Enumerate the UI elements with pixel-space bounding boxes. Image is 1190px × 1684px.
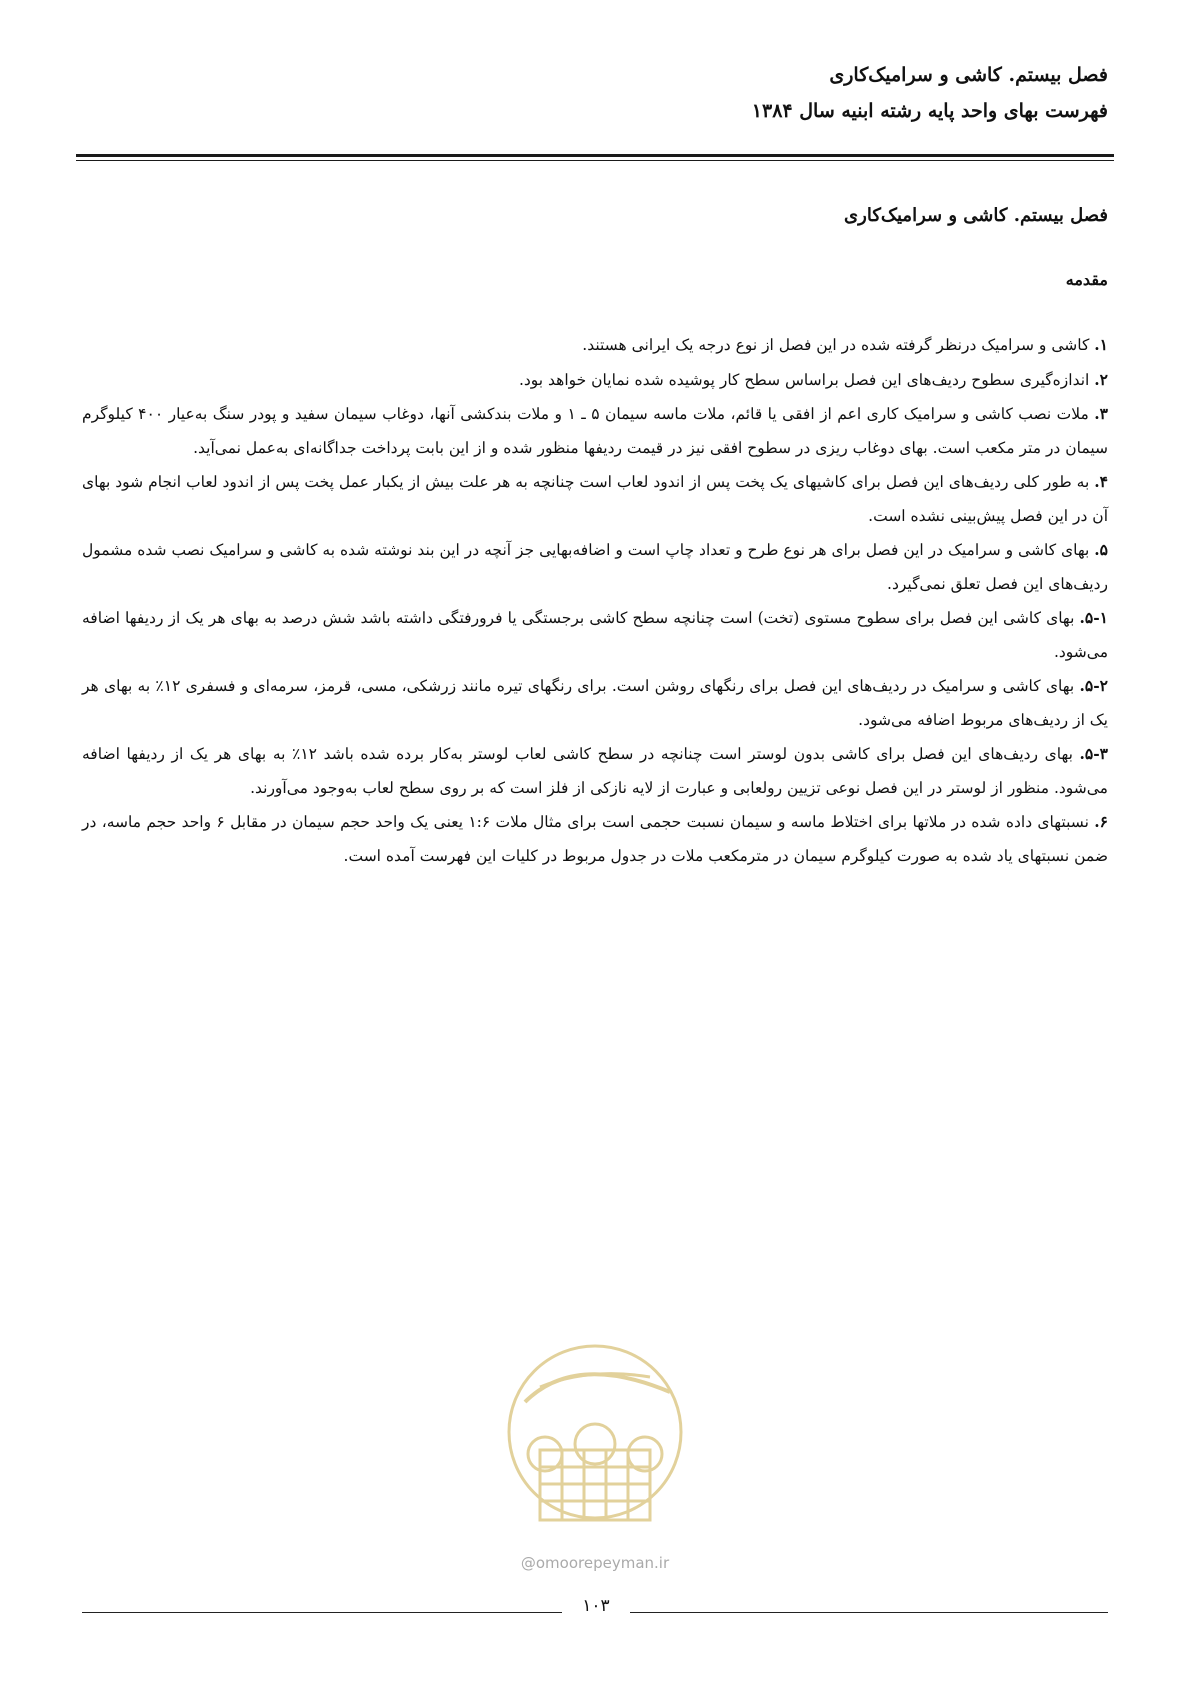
paragraph (82, 533, 1108, 601)
paragraph-text: بهای ردیف‌های این فصل برای کاشی بدون لوستر است چنانچه در سطح کاشی لعاب لوستر به‌کار برده شده باشد ۱۲٪ به بهای هر یک از ردیفها اضافه می‌شود. منظور از لوستر در این فصل نوعی تزیین رولعابی و عبارت از لایه نازکی از فلز است که بر روی سطح لعاب به‌وجود می‌آورند. (82, 745, 1108, 797)
paragraph (82, 328, 1108, 363)
paragraph-number: ۴. (1094, 472, 1108, 491)
page-number: ۱۰۳ (582, 1596, 610, 1616)
paragraph-text: اندازه‌گیری سطوح ردیف‌های این فصل براساس سطح کار پوشیده شده نمایان خواهد بود. (518, 370, 1095, 389)
header-rule (76, 154, 1114, 157)
paragraph-number: ۳. (1094, 404, 1108, 423)
paragraph (82, 805, 1108, 873)
running-header (752, 60, 1108, 132)
paragraph-number: ۵-۱. (1079, 608, 1108, 627)
paragraph-text: ملات نصب کاشی و سرامیک کاری اعم از افقی یا قائم، ملات ماسه سیمان ۵ ـ ۱ و ملات بندکشی آنها، دوغاب سیمان سفید و پودر سنگ به‌عیار ۴۰۰ کیلوگرم سیمان در متر مکعب است. بهای دوغاب ریزی در سطوح افقی نیز در قیمت ردیفها منظور شده و از این بابت پرداخت جداگانه‌ای به‌عمل نمی‌آید. (82, 405, 1108, 457)
paragraph-number: ۱. (1094, 335, 1108, 354)
watermark (480, 1332, 710, 1582)
introduction-heading: مقدمه (1065, 270, 1108, 289)
paragraph-number: ۵-۲. (1079, 676, 1108, 695)
watermark-logo-icon (480, 1332, 710, 1552)
paragraph-text: به طور کلی ردیف‌های این فصل برای کاشیهای یک پخت پس از اندود لعاب است چنانچه به هر علت بیش از یکبار عمل پخت پس از اندود لعاب انجام شود بهای آن در این فصل پیش‌بینی نشده است. (82, 473, 1108, 525)
paragraph-text: نسبتهای داده شده در ملاتها برای اختلاط ماسه و سیمان نسبت حجمی است برای مثال ملات ۱:۶ یعنی یک واحد حجم سیمان در مقابل ۶ واحد حجم ماسه، در ضمن نسبتهای یاد شده به صورت کیلوگرم سیمان در مترمکعب ملات در جدول مربوط در کلیات این فهرست آمده است. (82, 813, 1108, 865)
header-book-line: فهرست بهای واحد پایه رشته ابنیه سال ۱۳۸۴ (751, 100, 1108, 122)
paragraph (82, 397, 1108, 465)
footer-rule-left (82, 1612, 562, 1613)
paragraph-text: بهای کاشی و سرامیک در این فصل برای هر نوع طرح و تعداد چاپ است و اضافه‌بهایی جز آنچه در این بند نوشته شده به کاشی و سرامیک نصب شده مشمول ردیف‌های این فصل تعلق نمی‌گیرد. (82, 541, 1108, 593)
paragraph-number: ۵-۳. (1079, 744, 1108, 763)
paragraph (82, 669, 1108, 737)
paragraph (82, 737, 1108, 805)
paragraph (82, 601, 1108, 669)
paragraph-text: کاشی و سرامیک درنظر گرفته شده در این فصل از نوع درجه یک ایرانی هستند. (582, 336, 1095, 354)
footer-rule-right (630, 1612, 1108, 1613)
chapter-title: فصل بیستم. کاشی و سرامیک‌کاری (844, 205, 1108, 226)
introduction-body (82, 328, 1108, 873)
paragraph-number: ۶. (1094, 812, 1108, 831)
paragraph (82, 363, 1108, 398)
watermark-url: @omoorepeyman.ir (520, 1554, 670, 1572)
paragraph-text: بهای کاشی و سرامیک در ردیف‌های این فصل برای رنگهای روشن است. برای رنگهای تیره مانند زرشکی، مسی، قرمز، سرمه‌ای و فسفری ۱۲٪ به بهای هر یک از ردیف‌های مربوط اضافه می‌شود. (82, 677, 1108, 729)
header-chapter-line: فصل بیستم. کاشی و سرامیک‌کاری (829, 64, 1108, 86)
paragraph-number: ۵. (1094, 540, 1108, 559)
header-rule-thin (76, 160, 1114, 161)
paragraph-text: بهای کاشی این فصل برای سطوح مستوی (تخت) است چنانچه سطح کاشی برجستگی یا فرورفتگی داشته باشد شش درصد به بهای هر یک از ردیفها اضافه می‌شود. (82, 609, 1108, 661)
paragraph-number: ۲. (1094, 369, 1108, 389)
paragraph (82, 465, 1108, 533)
